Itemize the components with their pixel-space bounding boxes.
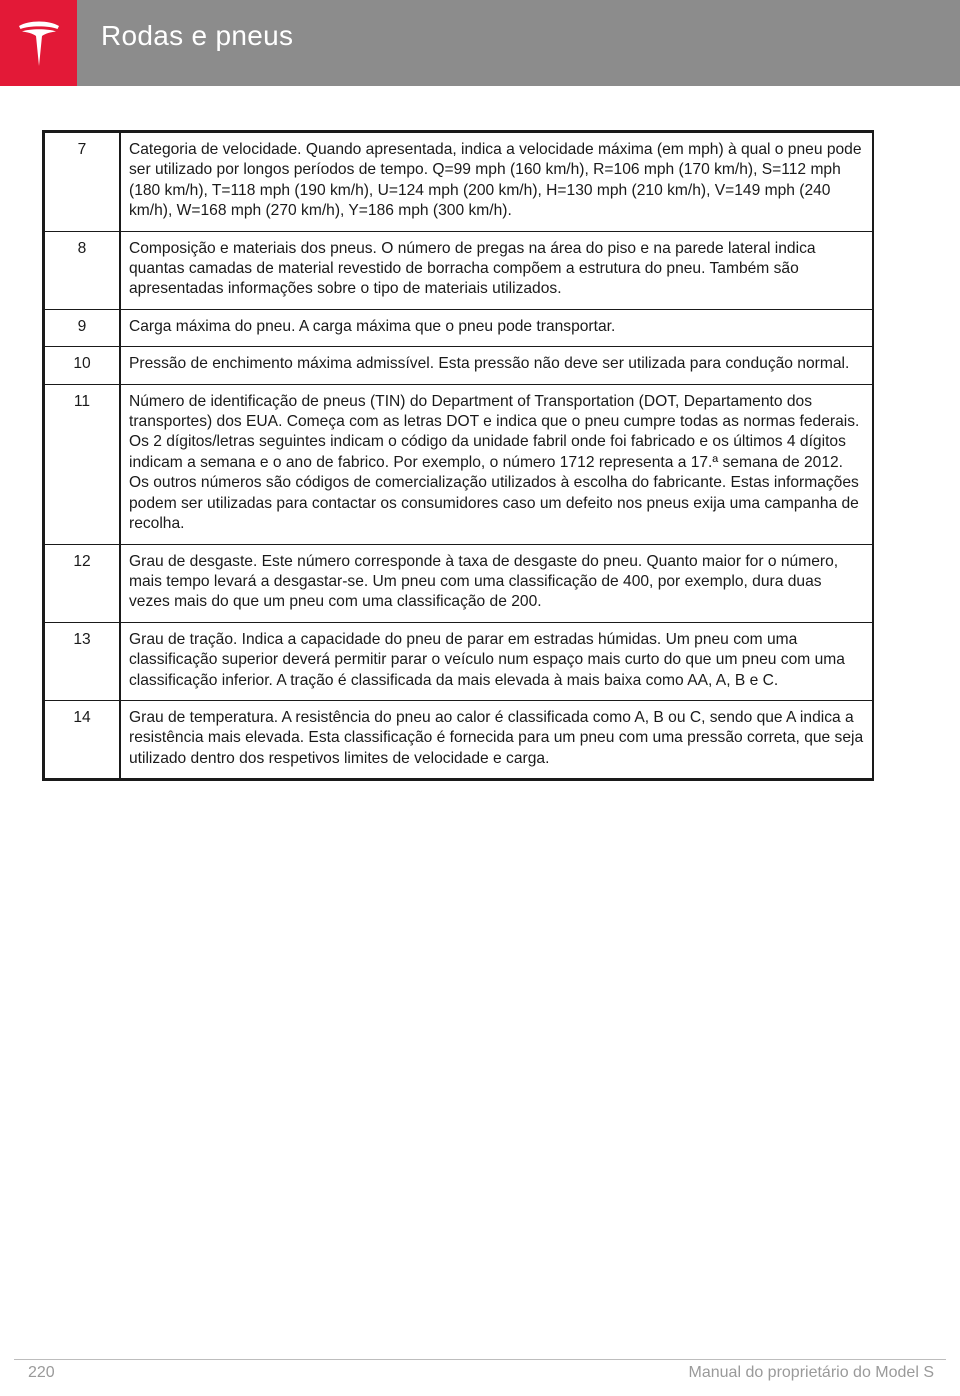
row-description: Grau de tração. Indica a capacidade do pneu de parar em estradas húmidas. Um pneu com uma classificação superior deverá permitir parar o veículo num espaço mais curto do que um pneu com uma classificação inferior. A tração é classificada da mais elevada à mais baixa como AA, A, B e C. — [120, 622, 873, 700]
table-row — [44, 700, 874, 779]
page-title: Rodas e pneus — [101, 20, 294, 51]
row-number: 13 — [44, 622, 121, 700]
logo-badge — [0, 0, 77, 86]
page-number: 220 — [28, 1364, 55, 1381]
row-description: Composição e materiais dos pneus. O número de pregas na área do piso e na parede lateral indica quantas camadas de material revestido de borracha compõem a estrutura do pneu. Também são apresentadas informações sobre o tipo de materiais utilizados. — [120, 231, 873, 309]
tesla-logo-icon — [16, 17, 62, 69]
row-number: 12 — [44, 544, 121, 622]
row-description: Grau de desgaste. Este número corresponde à taxa de desgaste do pneu. Quanto maior for o número, mais tempo levará a desgastar-se. Um pneu com uma classificação de 400, por exemplo, dura duas vezes mais do que um pneu com uma classificação de 200. — [120, 544, 873, 622]
row-number: 8 — [44, 231, 121, 309]
row-number: 10 — [44, 347, 121, 384]
row-description: Número de identificação de pneus (TIN) do Department of Transportation (DOT, Departamento dos transportes) dos EUA. Começa com as letras DOT e indica que o pneu cumpre todas as normas federais. Os 2 dígitos/letras seguintes indicam o código da unidade fabril onde foi fabricado e os últimos 4 dígitos indicam a semana e o ano de fabrico. Por exemplo, o número 1712 representa a 17.ª semana de 2012. Os outros números são códigos de comercialização utilizados à escolha do fabricante. Estas informações podem ser utilizadas para contactar os consumidores caso um defeito nos pneus exija uma campanha de recolha. — [120, 384, 873, 544]
row-number: 7 — [44, 132, 121, 232]
table-row — [44, 132, 874, 232]
row-number: 14 — [44, 700, 121, 779]
footer-divider — [14, 1359, 946, 1360]
row-description: Pressão de enchimento máxima admissível. Esta pressão não deve ser utilizada para condução normal. — [120, 347, 873, 384]
row-number: 9 — [44, 309, 121, 346]
manual-name: Manual do proprietário do Model S — [688, 1364, 934, 1381]
table-row — [44, 384, 874, 544]
page-header — [0, 0, 960, 86]
row-description: Grau de temperatura. A resistência do pneu ao calor é classificada como A, B ou C, sendo que A indica a resistência mais elevada. Esta classificação é fornecida para um pneu com uma pressão correta, que seja utilizado dentro dos respetivos limites de velocidade e carga. — [129, 708, 864, 767]
row-description: Carga máxima do pneu. A carga máxima que o pneu pode transportar. — [120, 309, 873, 346]
row-description: Categoria de velocidade. Quando apresentada, indica a velocidade máxima (em mph) à qual o pneu pode ser utilizado por longos períodos de tempo. Q=99 mph (160 km/h), R=106 mph (170 km/h), S=112 mph (180 km/h), T=118 mph (190 km/h), U=124 mph (200 km/h), H=130 mph (210 km/h), V=149 mph (240 km/h), W=168 mph (270 km/h), Y=186 mph (300 km/h). — [120, 132, 873, 232]
table-row — [44, 309, 874, 346]
tire-info-table — [42, 130, 874, 781]
table-row — [44, 544, 874, 622]
table-row — [44, 347, 874, 384]
table-row — [44, 231, 874, 309]
table-row — [44, 622, 874, 700]
row-number: 11 — [44, 384, 121, 544]
